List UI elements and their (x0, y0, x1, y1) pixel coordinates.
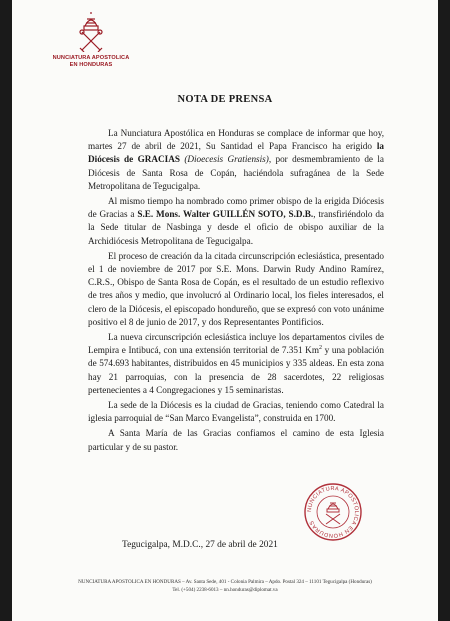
letterhead-footer (12, 578, 438, 594)
footer-contact: Tel. (+504) 2238-6013 – nn.honduras@diplomat.va (172, 587, 278, 593)
paragraph-5: La sede de la Diócesis es la ciudad de Gracias, teniendo como Catedral la iglesia parroquial de “San Marco Evangelista”, construida en 1700. (88, 400, 384, 424)
document-page (12, 0, 438, 621)
p1-text-e: , por desmembramiento de la Diócesis de Santa Rosa de Copán, haciéndola sufragánea de la Sede Metropolitana de Tegucigalpa. (88, 154, 385, 191)
p4-superscript: 2 (318, 345, 322, 352)
p4-text-a: La nueva circunscripción eclesiástica incluye los departamentos civiles de Lempira e Intibucá, con una extensión territorial de 7.351 Km (88, 332, 384, 356)
document-body (88, 127, 384, 454)
seal-text: NUNCIATURA APOSTOLICA EN HONDURAS (306, 485, 360, 539)
nunciature-seal-stamp (303, 482, 363, 542)
papal-crest-icon (76, 12, 106, 52)
paragraph-4 (88, 331, 384, 397)
signoff-place-date: Tegucigalpa, M.D.C., 27 de abril de 2021 (122, 540, 278, 550)
letterhead (46, 12, 136, 68)
org-name-line2: EN HONDURAS (69, 61, 113, 68)
p2-text-c: , transfiriéndolo da la Sede titular de Nasbinga y desde el oficio de obispo auxiliar de la Archidiócesis Metropolitana de Tegucigalpa. (88, 209, 384, 246)
p1-latin-name: (Dioecesis Gratiensis) (184, 154, 269, 165)
paragraph-3: El proceso de creación da la citada circunscripción eclesiástica, presentado el 1 de noviembre de 2017 por S.E. Mons. Darwin Rudy Andino Ramírez, C.R.S., Obispo de Santa Rosa de Copán, es el resultado de un estudio reflexivo de tres años y medio, que involucró al Ordinario local, los fieles interesados, el clero de la Diócesis, el episcopado hondureño, que se expresó con voto unánime positivo el 8 de junio de 2017, y dos Representantes Pontificios. (88, 250, 384, 327)
p1-diocese-name: la Diócesis de GRACIAS (88, 141, 384, 165)
org-name (46, 55, 136, 68)
org-name-line1: NUNCIATURA APOSTOLICA (52, 55, 130, 61)
p2-text-a: Al mismo tiempo ha nombrado como primer obispo de la erigida Diócesis de Gracias a (88, 196, 384, 220)
paragraph-2 (88, 195, 384, 248)
p1-text-a: La Nunciatura Apostólica en Honduras se complace de informar que hoy, martes 27 de abril de 2021, Su Santidad el Papa Francisco ha erigido (88, 128, 384, 152)
paragraph-1 (88, 127, 384, 193)
document-title: NOTA DE PRENSA (177, 94, 273, 105)
footer-address: NUNCIATURA APOSTOLICA EN HONDURAS – Av. Santa Sede, 401 - Colonia Palmira – Apdo. Postal 324 – 11101 Tegucigalpa (Honduras) (78, 579, 372, 585)
paragraph-6: A Santa María de las Gracias confiamos el camino de esta Iglesia particular y de su pastor. (88, 428, 384, 452)
p4-text-b: y una población de 574.693 habitantes, distribuidos en 45 municipios y 335 aldeas. En esta zona hay 21 parroquias, con la presencia de 28 sacerdotes, 22 religiosas pertenecientes a 4 Congregaciones y 15 seminaristas. (88, 345, 384, 395)
p2-bishop-name: S.E. Mons. Walter GUILLÉN SOTO, S.D.B. (137, 209, 314, 220)
seal-crest-icon (326, 503, 340, 524)
